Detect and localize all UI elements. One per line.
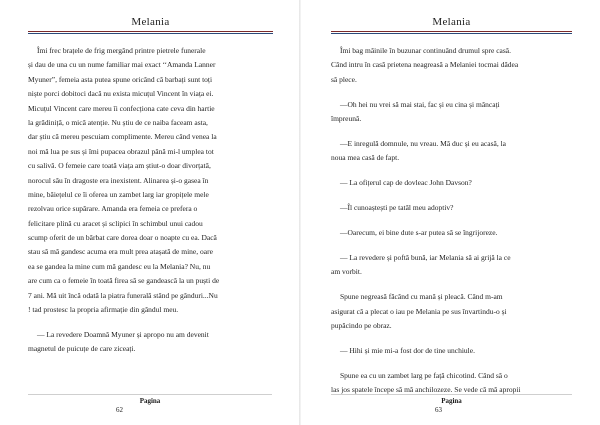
page-label: Pagina: [139, 397, 161, 405]
running-head: Melania: [432, 16, 471, 28]
text-line: dar știu că mereu pescuiam complimente. Mereu când venea la: [28, 132, 217, 142]
text-line: împreună.: [331, 114, 362, 124]
text-line: rezolvau orice supărare. Amanda era femeia ce prefera o: [28, 204, 198, 214]
page-footer: [28, 394, 272, 415]
page-label: Pagina: [441, 397, 462, 405]
page-number: 62: [116, 406, 123, 414]
paragraph: [28, 328, 273, 357]
text-line: las jos spatele începe să mă anchilozeze. Se vede că mă apropii: [331, 385, 521, 395]
text-line: felicitare plină cu aracet și sclipici în schimbul unui cadou: [28, 218, 203, 228]
text-line: Myuner”, femeia asta putea spune oricând că barbați sunt toți: [28, 74, 213, 84]
text-line: —Îl cunoaștești pe tatăl meu adoptiv?: [340, 203, 454, 213]
paragraph: [331, 251, 572, 280]
text-line: noi mă lua pe sus și îmi pupacea obrazul până mi-l umplea tot: [28, 146, 214, 156]
text-line: magnetul de puicuțe de care ziceați.: [28, 344, 136, 354]
text-line: niște porci dobitoci dacă nu exista micuțul Vincent în viața ei.: [28, 89, 214, 99]
paragraph: [331, 98, 572, 127]
paragraph: [331, 344, 572, 358]
page-body: [331, 44, 572, 398]
text-line: Micuțul Vincent care mereu îi confecționa cate ceva din hartie: [28, 103, 215, 113]
paragraph: [331, 201, 572, 215]
text-line: mine, băiețelul ce îi oferea un zambet larg iar gropițele mele: [28, 189, 209, 199]
paragraph: [331, 226, 572, 240]
paragraph: [331, 44, 572, 87]
text-line: cu salivă. O femeie care toată viața am știut-o doar divorțată,: [28, 161, 211, 171]
text-line: Îmi frec brațele de frig mergând printre pietrele funerale: [37, 46, 206, 55]
text-line: Îmi bag mâinile în buzunar continuând drumul spre casă.: [340, 46, 511, 55]
paragraph: [331, 176, 572, 190]
text-line: noua mea casă de fapt.: [331, 153, 400, 163]
text-line: pupăcindo pe obraz.: [331, 320, 392, 330]
header-rule: [28, 31, 273, 34]
text-line: să plece.: [331, 74, 357, 84]
text-line: am vorbit.: [331, 267, 362, 277]
text-line: 7 ani. Mă uit încă odată la piatra funerală stând pe gânduri...Nu: [28, 290, 218, 300]
paragraph: [331, 137, 572, 166]
paragraph: [28, 44, 273, 317]
text-line: Spune negreasă făcând cu mană și pleacă. Când m-am: [340, 292, 503, 302]
text-line: și dau de una cu un nume familiar mai exact ‘‘Amanda Lanner: [28, 60, 216, 70]
text-line: — Hihi și mie mi-a fost dor de tine unchiule.: [340, 345, 475, 355]
text-line: asigurat că a plecat o iau pe Melania pe sus învartindu-o și: [331, 306, 507, 316]
paragraph: [331, 290, 572, 333]
running-head: Melania: [131, 16, 170, 28]
text-line: — La revedere Doamnă Myuner și apropo nu am devenit: [37, 329, 209, 339]
text-line: —E inregulă domnule, nu vreau. Mă duc și eu acasă, la: [340, 138, 506, 148]
text-line: ea se gandea la mine cum mă gandesc eu la Melania? Nu, nu: [28, 261, 211, 271]
text-line: stau să mă gandesc acuma era mult prea atașată de mine, oare: [28, 247, 213, 257]
text-line: Spune ea cu un zambet larg pe față chicotind. Când să o: [340, 370, 508, 380]
text-line: scump oferit de un bărbat care dorea doar o noapte cu ea. Dacă: [28, 233, 217, 243]
book-gutter: [299, 0, 301, 425]
text-line: —Oarecum, ei bine dute s-ar putea să se îngrijoreze.: [340, 228, 498, 238]
text-line: la grădiniță, o mică atenție. Nu știu de ce naiba faceam asta,: [28, 117, 208, 127]
page-body: [28, 44, 273, 357]
right-page: [300, 0, 600, 425]
text-line: ! tad prostesc la propria afirmație din gândul meu.: [28, 305, 179, 315]
page-footer: [331, 394, 572, 415]
page-number: 63: [435, 406, 442, 414]
text-line: Când intru în casă prietena neagreasă a Melaniei tocmai dădea: [331, 60, 519, 70]
text-line: —Oh hei nu vrei să mai stai, fac și eu cina și mâncați: [340, 99, 500, 109]
header-rule: [331, 31, 572, 34]
text-line: — La ofițerul cap de dovleac John Davson?: [340, 178, 472, 188]
text-line: norocul său în dragoste era inexistent. Alinarea și-o gasea în: [28, 175, 209, 185]
text-line: are cum ca o femeie în toată firea să se gandească la un puști de: [28, 276, 220, 286]
text-line: — La revedere și poftă bună, iar Melania să ai grijă la ce: [340, 252, 511, 262]
